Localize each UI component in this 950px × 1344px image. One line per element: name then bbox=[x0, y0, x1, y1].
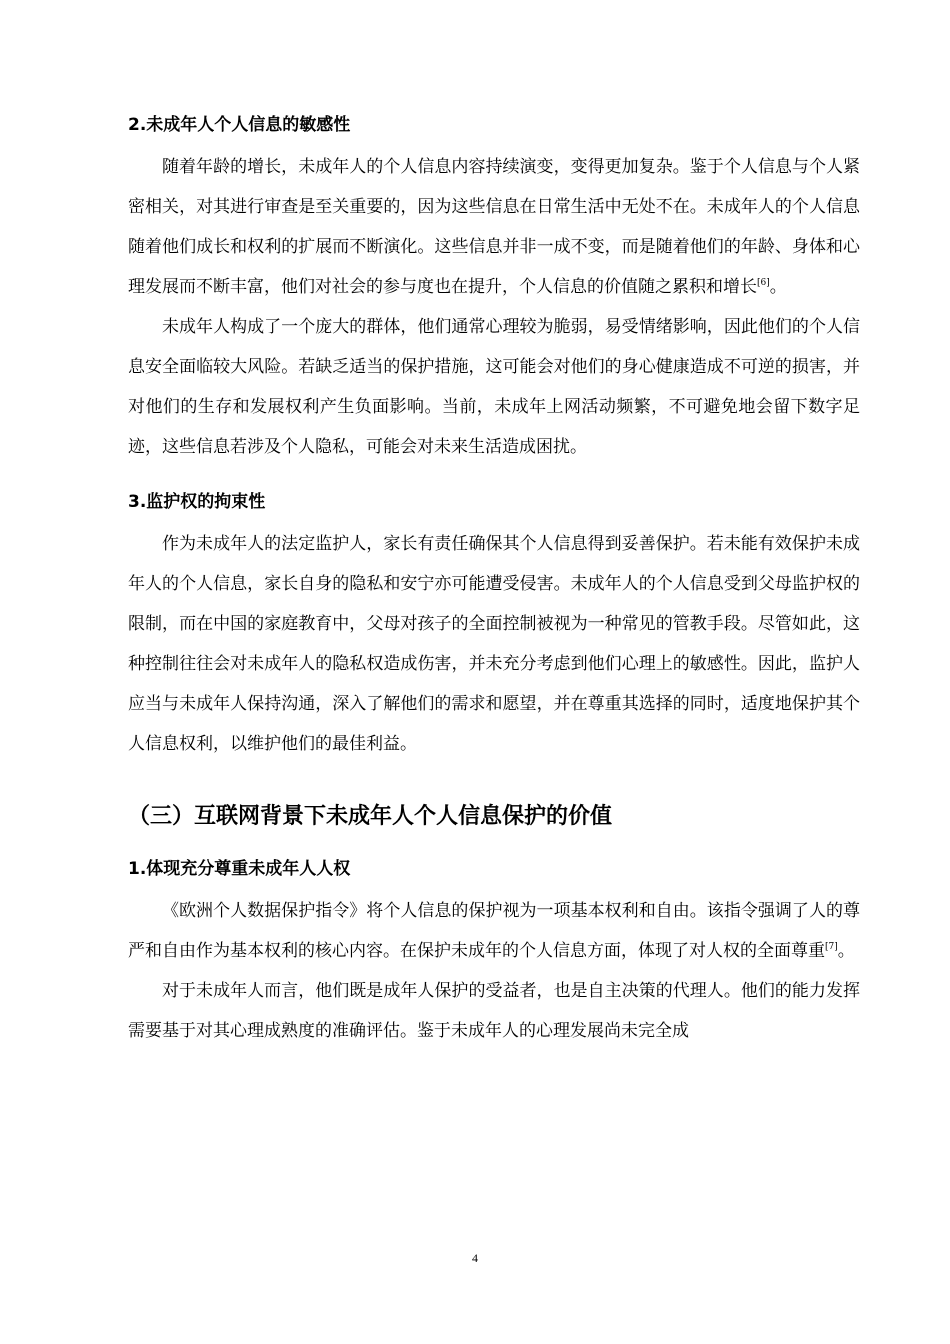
paragraph-text: 随着年龄的增长，未成年人的个人信息内容持续演变，变得更加复杂。鉴于个人信息与个人紧密相关，对其进行审查是至关重要的，因为这些信息在日常生活中无处不在。未成年人的个人信息随着他们成长和权利的扩展而不断演化。这些信息并非一成不变，而是随着他们的年龄、身体和心理发展而不断丰富，他们对社会的参与度也在提升，个人信息的价值随之累积和增长 bbox=[128, 157, 860, 297]
subsection-heading-guardianship: 3.监护权的拘束性 bbox=[128, 492, 266, 512]
paragraph: 对于未成年人而言，他们既是成年人保护的受益者，也是自主决策的代理人。他们的能力发挥需要基于对其心理成熟度的准确评估。鉴于未成年人的心理发展尚未完全成 bbox=[128, 981, 860, 1041]
paragraph bbox=[128, 147, 860, 307]
paragraph-text: 。 bbox=[837, 941, 855, 961]
citation-ref[interactable]: [7] bbox=[825, 942, 838, 952]
paragraph: 未成年人构成了一个庞大的群体，他们通常心理较为脆弱，易受情绪影响，因此他们的个人信息安全面临较大风险。若缺乏适当的保护措施，这可能会对他们的身心健康造成不可逆的损害，并对他们的生存和发展权利产生负面影响。当前，未成年上网活动频繁，不可避免地会留下数字足迹，这些信息若涉及个人隐私，可能会对未来生活造成困扰。 bbox=[128, 317, 860, 457]
paragraph bbox=[128, 891, 860, 971]
page-number: 4 bbox=[472, 1251, 478, 1265]
paragraph: 作为未成年人的法定监护人，家长有责任确保其个人信息得到妥善保护。若未能有效保护未成年人的个人信息，家长自身的隐私和安宁亦可能遭受侵害。未成年人的个人信息受到父母监护权的限制，而在中国的家庭教育中，父母对孩子的全面控制被视为一种常见的管教手段。尽管如此，这种控制往往会对未成年人的隐私权造成伤害，并未充分考虑到他们心理上的敏感性。因此，监护人应当与未成年人保持沟通，深入了解他们的需求和愿望，并在尊重其选择的同时，适度地保护其个人信息权利，以维护他们的最佳利益。 bbox=[128, 534, 860, 754]
subsection-heading-sensitivity: 2.未成年人个人信息的敏感性 bbox=[128, 115, 351, 135]
page-content bbox=[128, 112, 860, 1051]
section-heading-value: （三）互联网背景下未成年人个人信息保护的价值 bbox=[128, 804, 613, 829]
paragraph-text: 《欧洲个人数据保护指令》将个人信息的保护视为一项基本权利和自由。该指令强调了人的尊严和自由作为基本权利的核心内容。在保护未成年的个人信息方面，体现了对人权的全面尊重 bbox=[128, 901, 860, 961]
citation-ref[interactable]: [6] bbox=[757, 278, 770, 288]
paragraph-text: 。 bbox=[769, 277, 787, 297]
subsection-heading-human-rights: 1.体现充分尊重未成年人人权 bbox=[128, 859, 351, 879]
